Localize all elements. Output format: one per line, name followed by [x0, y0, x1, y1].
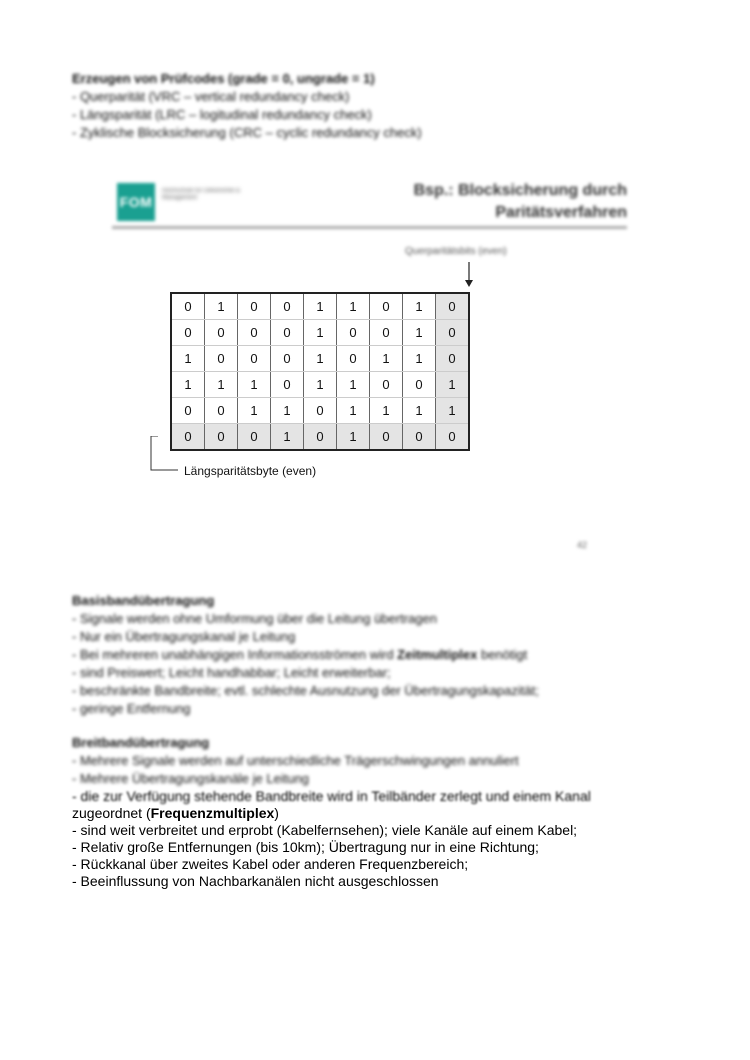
- table-cell: 0: [304, 424, 337, 451]
- table-cell: 0: [436, 293, 470, 320]
- laengs-parity-label: Längsparitätsbyte (even): [184, 464, 317, 478]
- list-item: - Längsparität (LRC – logitudinal redundancy check): [72, 107, 372, 122]
- list-item: - Mehrere Signale werden auf unterschiedliche Trägerschwingungen annuliert: [72, 753, 519, 768]
- table-row: [171, 372, 469, 398]
- slide-title-line1: Bsp.: Blocksicherung durch: [413, 182, 627, 199]
- frequenz-before: zugeordnet (: [72, 805, 151, 821]
- table-cell: 0: [171, 424, 205, 451]
- table-cell: 1: [337, 293, 370, 320]
- list-item: - Signale werden ohne Umformung über die Leitung übertragen: [72, 611, 437, 626]
- table-row: [171, 398, 469, 424]
- table-cell: 0: [238, 424, 271, 451]
- list-item: - geringe Entfernung: [72, 701, 191, 716]
- table-cell: 0: [171, 320, 205, 346]
- table-cell: 1: [403, 293, 436, 320]
- table-cell: 1: [436, 372, 470, 398]
- list-item: - sind Preiswert; Leicht handhabbar; Leicht erweiterbar;: [72, 665, 391, 680]
- table-cell: 0: [403, 372, 436, 398]
- list-item: - Querparität (VRC – vertical redundancy check): [72, 89, 350, 104]
- table-cell: 0: [436, 346, 470, 372]
- table-cell: 0: [337, 346, 370, 372]
- table-cell: 0: [271, 320, 304, 346]
- table-cell: 1: [304, 346, 337, 372]
- list-item: - Zyklische Blocksicherung (CRC – cyclic redundancy check): [72, 125, 422, 140]
- list-item: [72, 805, 672, 822]
- table-cell: 0: [436, 424, 470, 451]
- down-arrow-icon: [464, 262, 474, 288]
- table-cell: 1: [205, 293, 238, 320]
- table-cell: 0: [171, 398, 205, 424]
- table-cell: 1: [304, 293, 337, 320]
- pruefcodes-section: [72, 70, 672, 142]
- logo-caption: Hochschule für Oekonomie & Management: [162, 188, 241, 201]
- table-row: [171, 346, 469, 372]
- table-cell: 0: [271, 372, 304, 398]
- table-cell: 1: [370, 398, 403, 424]
- table-cell: 1: [171, 346, 205, 372]
- frequenz-after: ): [274, 805, 279, 821]
- table-cell: 1: [271, 424, 304, 451]
- table-cell: 1: [171, 372, 205, 398]
- table-cell: 0: [271, 346, 304, 372]
- frequenzmultiplex-term: Frequenzmultiplex: [150, 805, 275, 821]
- list-item: - Rückkanal über zweites Kabel oder anderen Frequenzbereich;: [72, 856, 469, 872]
- table-row: [171, 424, 469, 451]
- table-cell: 1: [436, 398, 470, 424]
- bracket-line-icon: [148, 436, 180, 476]
- slide-title-line2: Paritätsverfahren: [495, 204, 627, 221]
- table-cell: 1: [337, 398, 370, 424]
- table-cell: 1: [403, 346, 436, 372]
- table-cell: 1: [337, 372, 370, 398]
- table-cell: 0: [436, 320, 470, 346]
- table-cell: 1: [370, 346, 403, 372]
- slide-title: [414, 180, 627, 224]
- table-row: [171, 293, 469, 320]
- basisband-section: [72, 592, 672, 718]
- table-cell: 1: [403, 398, 436, 424]
- list-item: [72, 646, 672, 664]
- table-cell: 0: [271, 293, 304, 320]
- slide-divider: [112, 226, 627, 229]
- table-cell: 1: [304, 372, 337, 398]
- breitband-section: [72, 734, 672, 890]
- slide-page-number: 42: [577, 540, 588, 550]
- table-cell: 1: [238, 372, 271, 398]
- list-item: - die zur Verfügung stehende Bandbreite wird in Teilbänder zerlegt und einem Kanal: [72, 788, 591, 804]
- table-cell: 1: [337, 424, 370, 451]
- breitband-heading: Breitbandübertragung: [72, 735, 210, 750]
- table-cell: 0: [370, 372, 403, 398]
- table-cell: 0: [238, 346, 271, 372]
- table-cell: 1: [403, 320, 436, 346]
- list-item: - Relativ große Entfernungen (bis 10km); Übertragung nur in eine Richtung;: [72, 839, 539, 855]
- table-cell: 0: [205, 320, 238, 346]
- quer-parity-label: Querparitätsbits (even): [405, 246, 507, 257]
- table-cell: 0: [205, 346, 238, 372]
- list-item: - Beeinflussung von Nachbarkanälen nicht ausgeschlossen: [72, 873, 439, 889]
- list-item: - sind weit verbreitet und erprobt (Kabelfernsehen); viele Kanäle auf einem Kabel;: [72, 822, 578, 838]
- table-cell: 0: [337, 320, 370, 346]
- table-row: [171, 320, 469, 346]
- list-item: - Nur ein Übertragungskanal je Leitung: [72, 629, 296, 644]
- zeitmultiplex-term: Zeitmultiplex: [397, 647, 478, 662]
- table-cell: 0: [370, 293, 403, 320]
- table-cell: 0: [403, 424, 436, 451]
- zeitmultiplex-after: benötigt: [477, 647, 528, 662]
- table-cell: 0: [205, 398, 238, 424]
- table-cell: 1: [271, 398, 304, 424]
- table-cell: 0: [171, 293, 205, 320]
- table-cell: 1: [238, 398, 271, 424]
- list-item: - Mehrere Übertragungskanäle je Leitung: [72, 771, 310, 786]
- basisband-heading: Basisbandübertragung: [72, 593, 215, 608]
- table-cell: 0: [304, 398, 337, 424]
- parity-table: [170, 292, 470, 451]
- table-cell: 0: [370, 424, 403, 451]
- slide-header: [112, 176, 627, 236]
- fom-logo: FOM: [117, 183, 155, 221]
- table-cell: 1: [205, 372, 238, 398]
- pruefcodes-heading: Erzeugen von Prüfcodes (grade = 0, ungrade = 1): [72, 71, 375, 86]
- list-item: - beschränkte Bandbreite; evtl. schlechte Ausnutzung der Übertragungskapazität;: [72, 683, 539, 698]
- zeitmultiplex-before: - Bei mehreren unabhängigen Informationsströmen wird: [72, 647, 398, 662]
- table-cell: 0: [238, 293, 271, 320]
- table-cell: 0: [238, 320, 271, 346]
- table-cell: 1: [304, 320, 337, 346]
- table-cell: 0: [205, 424, 238, 451]
- table-cell: 0: [370, 320, 403, 346]
